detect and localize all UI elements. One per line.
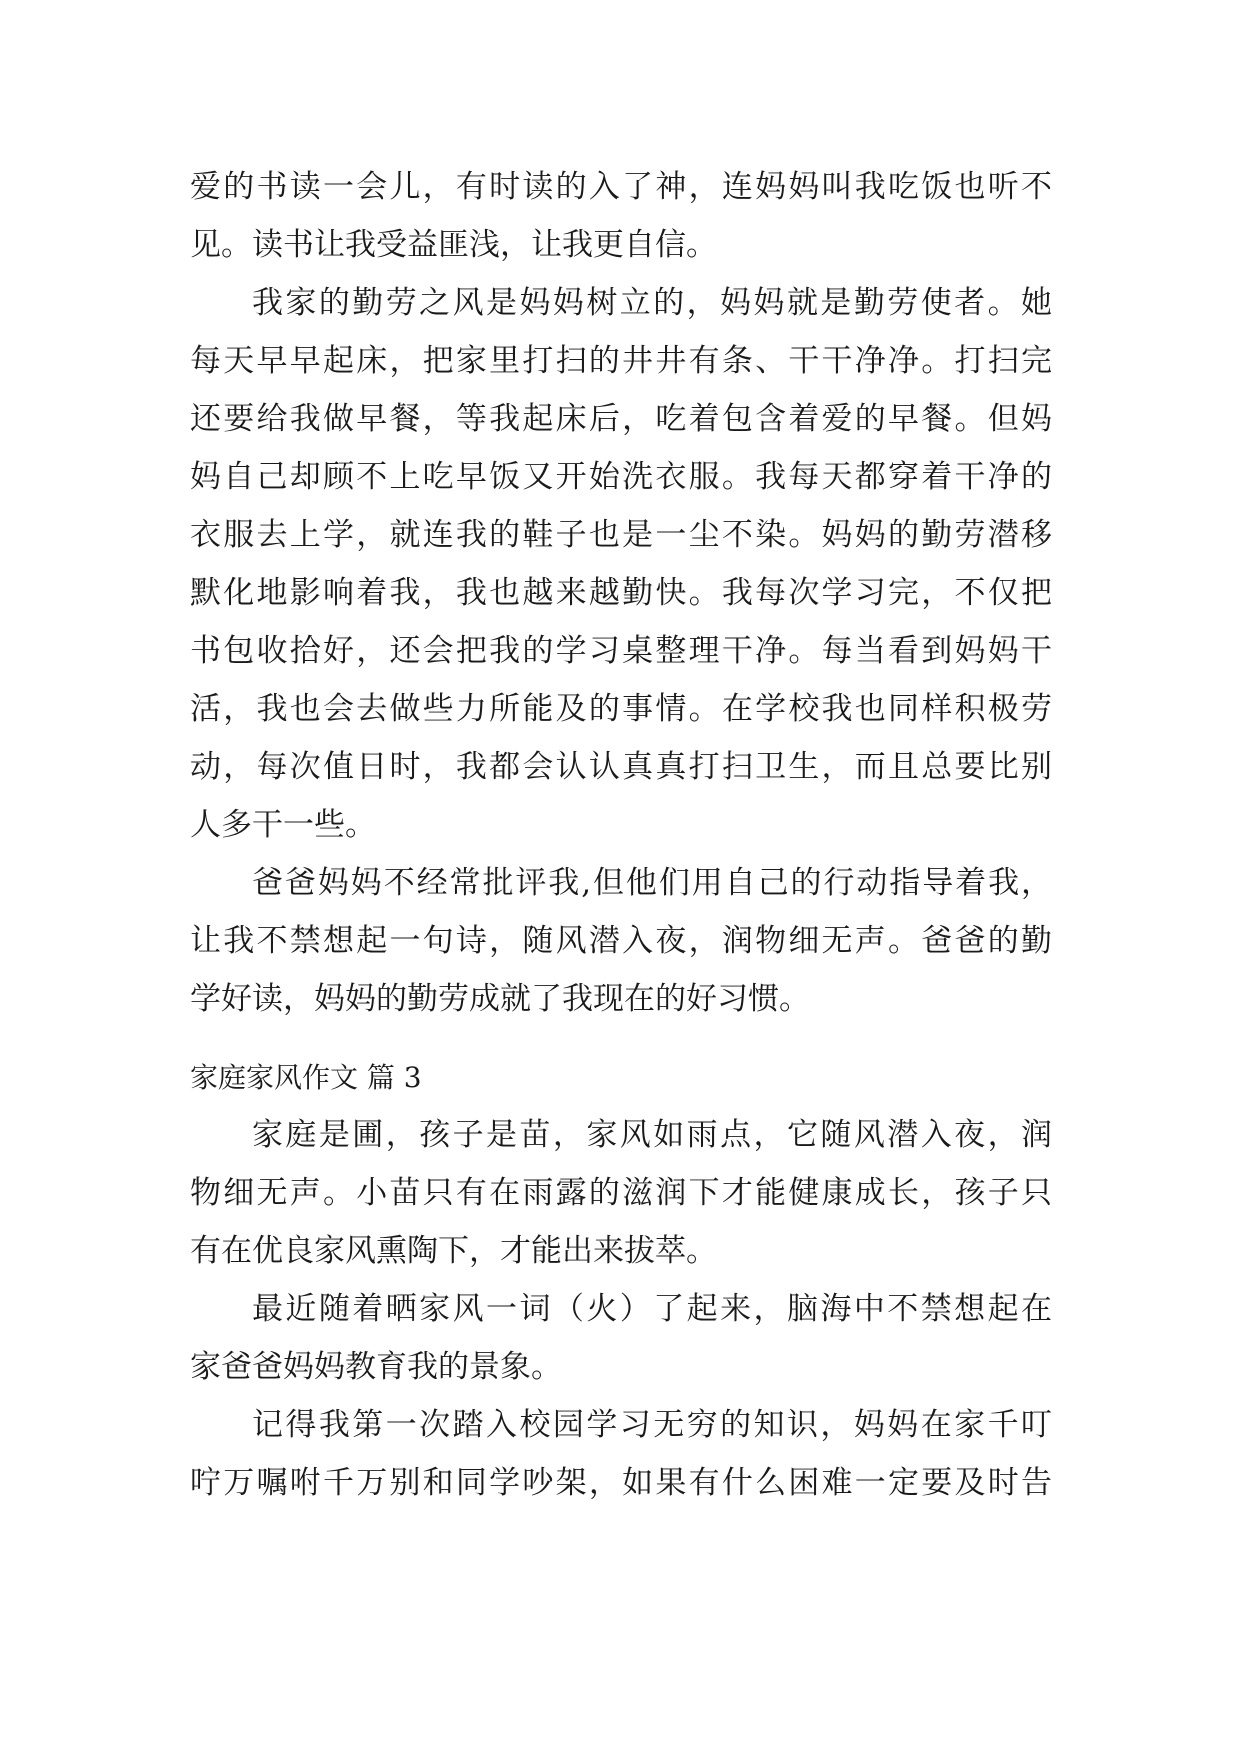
text-line: 衣服去上学，就连我的鞋子也是一尘不染。妈妈的勤劳潜移	[190, 517, 1052, 553]
text-line: 爸爸妈妈不经常批评我,但他们用自己的行动指导着我，	[252, 865, 1052, 901]
text-line: 妈自己却顾不上吃早饭又开始洗衣服。我每天都穿着干净的	[190, 459, 1052, 495]
text-line: 默化地影响着我，我也越来越勤快。我每次学习完，不仅把	[190, 575, 1052, 611]
bottom-paragraphs	[190, 1106, 1052, 1512]
text-line: 书包收拾好，还会把我的学习桌整理干净。每当看到妈妈干	[190, 633, 1052, 669]
text-line: 活，我也会去做些力所能及的事情。在学校我也同样积极劳	[190, 691, 1052, 727]
text-line: 物细无声。小苗只有在雨露的滋润下才能健康成长，孩子只	[190, 1175, 1052, 1211]
paragraph	[190, 1106, 1052, 1280]
paragraph	[190, 274, 1052, 854]
text-line: 每天早早起床，把家里打扫的井井有条、干干净净。打扫完	[190, 343, 1052, 379]
text-line: 咛万嘱咐千万别和同学吵架，如果有什么困难一定要及时告	[190, 1465, 1052, 1501]
paragraph	[190, 1396, 1052, 1512]
section-gap	[190, 1028, 1052, 1050]
text-line: 见。读书让我受益匪浅，让我更自信。	[190, 227, 717, 263]
text-line: 最近随着晒家风一词（火）了起来，脑海中不禁想起在	[252, 1291, 1052, 1327]
text-line: 爱的书读一会儿，有时读的入了神，连妈妈叫我吃饭也听不	[190, 169, 1052, 205]
text-line: 动，每次值日时，我都会认认真真打扫卫生，而且总要比别	[190, 749, 1052, 785]
text-line: 记得我第一次踏入校园学习无穷的知识，妈妈在家千叮	[252, 1407, 1052, 1443]
paragraph	[190, 1280, 1052, 1396]
paragraph	[190, 158, 1052, 274]
document-page	[190, 158, 1052, 1512]
text-line: 学好读，妈妈的勤劳成就了我现在的好习惯。	[190, 981, 810, 1017]
paragraph	[190, 854, 1052, 1028]
text-line: 还要给我做早餐，等我起床后，吃着包含着爱的早餐。但妈	[190, 401, 1052, 437]
section-heading: 家庭家风作文 篇 3	[190, 1061, 422, 1094]
text-line: 家爸爸妈妈教育我的景象。	[190, 1349, 562, 1385]
text-line: 让我不禁想起一句诗，随风潜入夜，润物细无声。爸爸的勤	[190, 923, 1052, 959]
text-line: 有在优良家风熏陶下，才能出来拔萃。	[190, 1233, 717, 1269]
top-paragraphs	[190, 158, 1052, 1028]
text-line: 我家的勤劳之风是妈妈树立的，妈妈就是勤劳使者。她	[252, 285, 1052, 321]
text-line: 人多干一些。	[190, 807, 376, 843]
text-line: 家庭是圃，孩子是苗，家风如雨点，它随风潜入夜，润	[252, 1117, 1052, 1153]
